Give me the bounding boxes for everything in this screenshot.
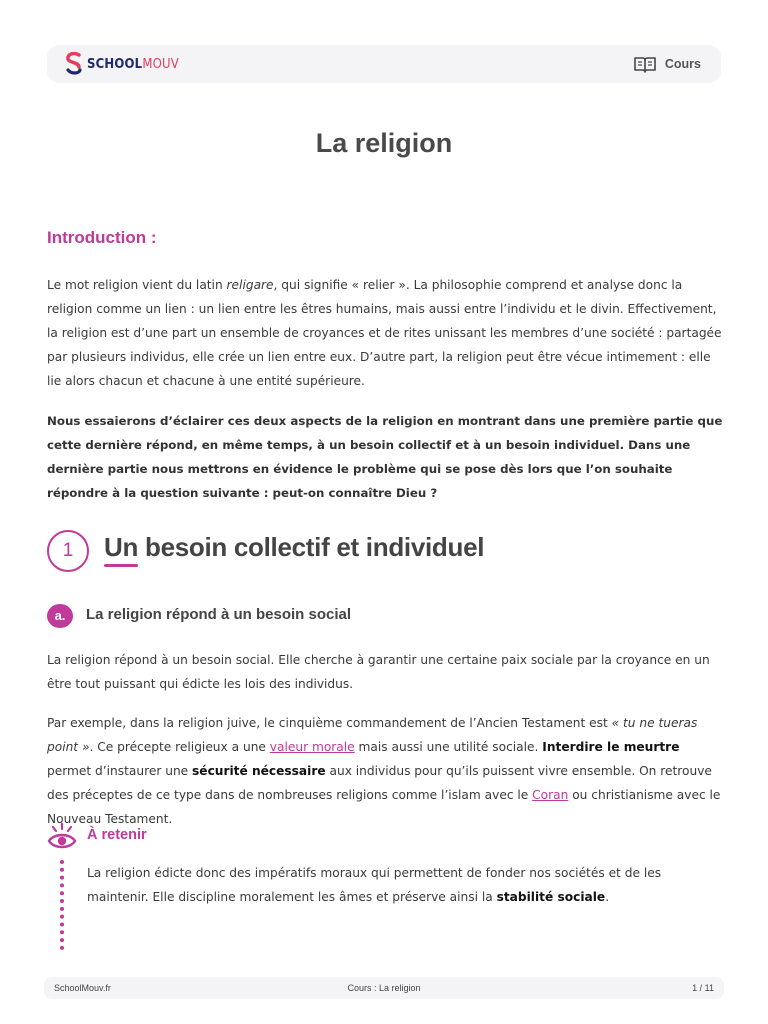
eye-icon (47, 823, 77, 851)
p2-text-f: aux individus pour qu’ils puissent vivre ensemble. On retrouve des préceptes de ce type dans de nombreuses religions comme l’islam avec le (47, 764, 712, 802)
retenir-text-a: La religion édicte donc des impératifs moraux qui permettent de fonder nos sociétés et de les maintenir. Elle discipline moralement les âmes et préserve ainsi la (87, 866, 662, 904)
a-retenir-dotted-border (60, 860, 64, 950)
footer-course-title: Cours : La religion (347, 983, 421, 993)
intro-p1-latin-word: religare (226, 278, 274, 292)
footer-site: SchoolMouv.fr (54, 983, 111, 993)
subsection-badge: a. (47, 604, 73, 628)
section-title: Un besoin collectif et individuel (104, 532, 485, 562)
section-paragraph-1: La religion répond à un besoin social. Elle cherche à garantir une certaine paix sociale par la croyance en un être tout puissant qui édicte les lois des individus. (47, 653, 710, 691)
retenir-text-b: . (605, 890, 610, 904)
section-paragraph-2 (47, 711, 727, 831)
section-title-underline (104, 564, 138, 567)
cours-nav-link[interactable] (633, 55, 701, 73)
subsection-title: La religion répond à un besoin social (86, 606, 352, 623)
page-footer (44, 977, 724, 999)
p2-text-g: ou christianisme avec le Nouveau Testament. (47, 788, 721, 826)
logo-text-school: SCHOOL (87, 56, 143, 72)
p2-text-e: permet d’instaurer une (47, 764, 193, 778)
cours-nav-label: Cours (664, 57, 701, 71)
intro-p1-c: , qui signifie « relier ». La philosophie comprend et analyse donc la religion comme un lien : un lien entre les êtres humains, mais aussi entre l’individu et le divin. Effectivement, la religion est d’une part un ensemble de croyances et de rites unissant les membres d’une société : partagée par plusieurs individus, elle crée un lien entre eux. D’autre part, la religion peut être vécue intimement : elle lie alors chacun et chacune à une entité supérieure. (47, 278, 722, 388)
schoolmouv-logo-icon (65, 52, 83, 76)
coran-link[interactable]: Coran (532, 788, 569, 802)
a-retenir-heading: À retenir (87, 827, 147, 843)
p2-text-c: . Ce précepte religieux a une (89, 740, 270, 754)
page-title: La religion (315, 128, 453, 158)
page-header (47, 45, 721, 83)
section-number-badge: 1 (47, 530, 89, 572)
logo-text-mouv: MOUV (142, 56, 179, 72)
intro-paragraph (47, 273, 727, 393)
p2-strong-securite: sécurité nécessaire (192, 764, 326, 778)
p2-text-d: mais aussi une utilité sociale. (354, 740, 543, 754)
footer-page-number: 1 / 11 (692, 983, 714, 993)
intro-plan-paragraph: Nous essaierons d’éclairer ces deux aspects de la religion en montrant dans une première partie que cette dernière répond, en même temps, à un besoin collectif et à un besoin individuel. Dans une dernière partie nous mettrons en évidence le problème qui se pose dès lors que l’on souhaite répondre à la question suivante : peut-on connaître Dieu ? (47, 414, 723, 500)
p2-strong-interdire: Interdire le meurtre (542, 740, 680, 754)
book-icon (633, 55, 657, 73)
valeur-morale-link[interactable]: valeur morale (269, 740, 355, 754)
introduction-heading: Introduction : (47, 228, 157, 247)
p2-text-a: Par exemple, dans la religion juive, le cinquième commandement de l’Ancien Testament est (47, 716, 612, 730)
p2-quote: « tu ne tueras point » (47, 716, 698, 754)
logo-text (87, 57, 179, 72)
retenir-strong: stabilité sociale (496, 890, 606, 904)
a-retenir-text (87, 861, 687, 909)
intro-p1-a: Le mot religion vient du latin (47, 278, 227, 292)
schoolmouv-logo[interactable] (65, 52, 179, 76)
